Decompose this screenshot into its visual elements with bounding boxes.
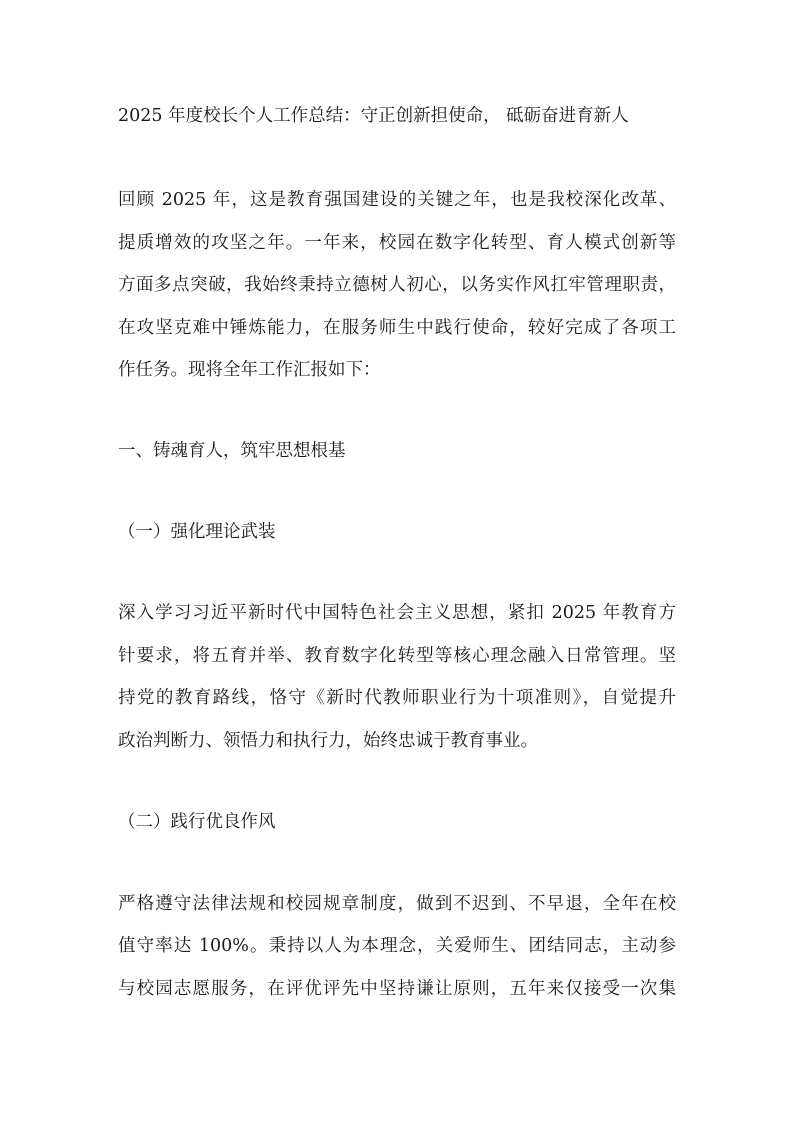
paragraph-line: 回顾 2025 年，这是教育强国建设的关键之年，也是我校深化改革、 — [118, 190, 676, 210]
paragraph-line: 针要求，将五育并举、教育数字化转型等核心理念融入日常管理。坚 — [118, 646, 676, 666]
paragraph-line: 提质增效的攻坚之年。一年来，校园在数字化转型、育人模式创新等 — [118, 233, 676, 253]
paragraph-line: 作任务。现将全年工作汇报如下： — [118, 360, 381, 380]
subsection-heading: （一）强化理论武装 — [118, 522, 276, 542]
paragraph-line: 政治判断力、领悟力和执行力，始终忠诚于教育事业。 — [118, 731, 538, 751]
paragraph-line: 持党的教育路线，恪守《新时代教师职业行为十项准则》，自觉提升 — [118, 688, 676, 708]
paragraph-line: 值守率达 100%。秉持以人为本理念，关爱师生、团结同志，主动参 — [118, 936, 676, 956]
paragraph-line: 与校园志愿服务，在评优评先中坚持谦让原则，五年来仅接受一次集 — [118, 979, 676, 999]
paragraph-line: 在攻坚克难中锤炼能力，在服务师生中践行使命，较好完成了各项工 — [118, 318, 676, 338]
subsection-heading: （二）践行优良作风 — [118, 812, 276, 832]
paragraph-line: 严格遵守法律法规和校园规章制度，做到不迟到、不早退，全年在校 — [118, 894, 676, 914]
paragraph-line: 深入学习习近平新时代中国特色社会主义思想，紧扣 2025 年教育方 — [118, 603, 676, 623]
paragraph-line: 方面多点突破，我始终秉持立德树人初心，以务实作风扛牢管理职责， — [118, 275, 676, 295]
document-title: 2025 年度校长个人工作总结：守正创新担使命， 砥砺奋进育新人 — [118, 106, 629, 126]
section-heading: 一、铸魂育人，筑牢思想根基 — [118, 441, 346, 461]
